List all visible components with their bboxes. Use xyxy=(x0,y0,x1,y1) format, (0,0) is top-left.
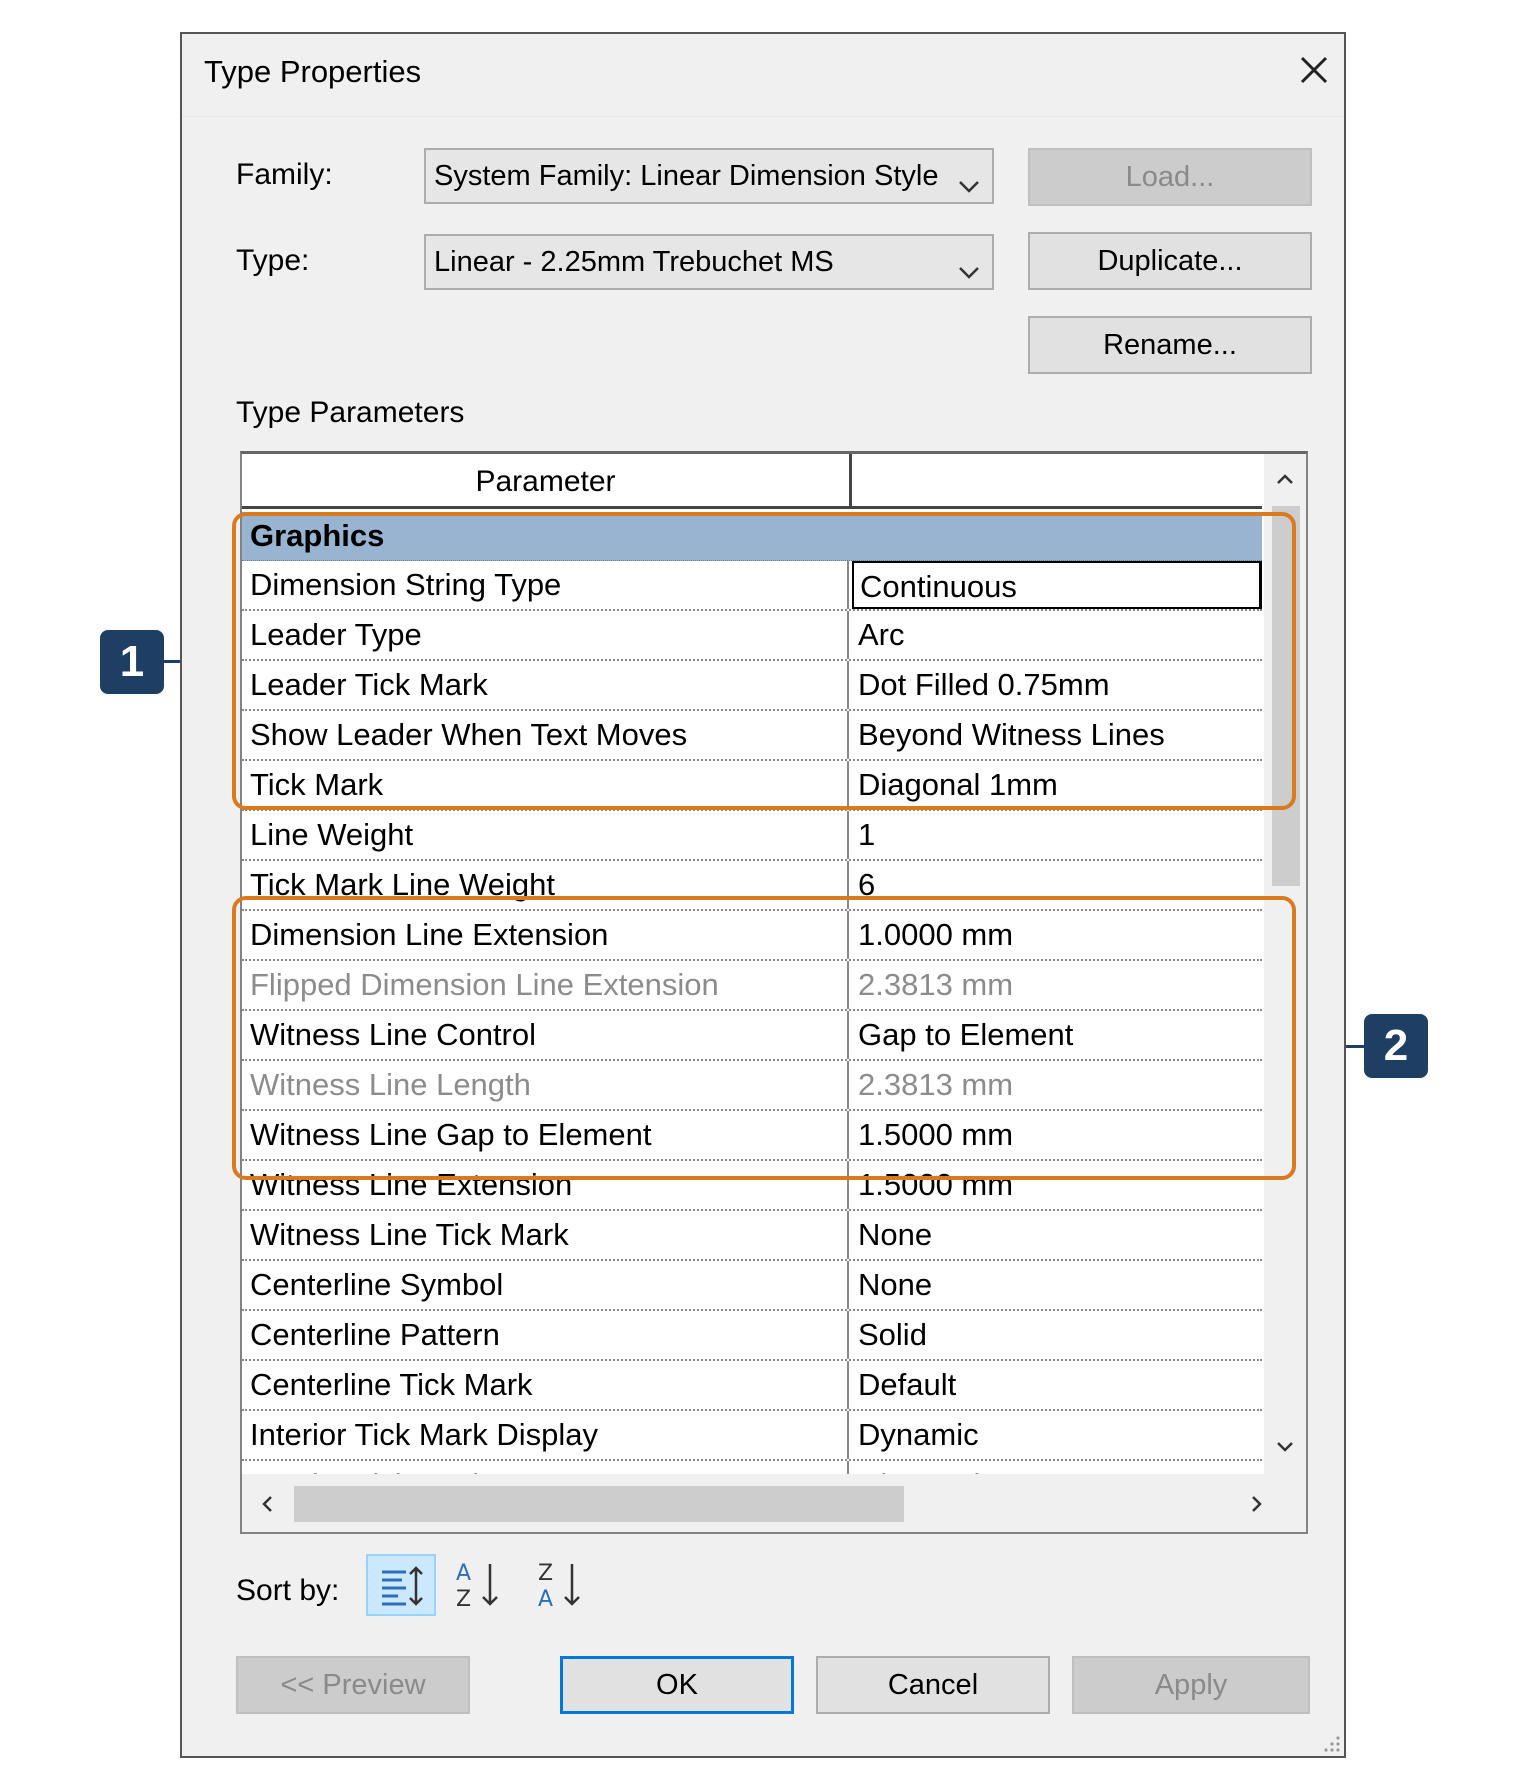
param-name: Leader Tick Mark xyxy=(242,661,849,709)
table-row[interactable] xyxy=(242,1411,1262,1461)
param-value[interactable]: Arc xyxy=(858,617,905,652)
svg-text:A: A xyxy=(538,1587,554,1612)
table-row[interactable] xyxy=(242,1211,1262,1261)
param-name: Line Weight xyxy=(242,811,849,859)
param-value[interactable]: 6 xyxy=(858,867,876,902)
param-value[interactable]: 1 xyxy=(858,817,876,852)
type-dropdown[interactable] xyxy=(424,234,994,290)
param-name: Interior Tick Mark Display xyxy=(242,1411,849,1459)
horizontal-scroll-thumb[interactable] xyxy=(294,1486,904,1522)
rename-button[interactable]: Rename... xyxy=(1028,316,1312,374)
grid-header xyxy=(242,454,1262,509)
sort-descending-icon[interactable] xyxy=(528,1554,598,1616)
chevron-down-icon xyxy=(956,164,982,190)
cancel-button[interactable]: Cancel xyxy=(816,1656,1050,1714)
title-divider xyxy=(182,116,1344,117)
svg-text:Z: Z xyxy=(538,1561,554,1586)
table-row[interactable] xyxy=(242,811,1262,861)
param-name: Flipped Dimension Line Extension xyxy=(242,961,849,1009)
sort-by-label: Sort by: xyxy=(236,1574,340,1607)
callout-2-badge: 2 xyxy=(1364,1014,1428,1078)
dialog-title: Type Properties xyxy=(204,54,422,89)
param-name: Dimension Line Extension xyxy=(242,911,849,959)
param-value[interactable]: Solid xyxy=(858,1317,927,1352)
param-value[interactable]: 1.5000 mm xyxy=(858,1117,1014,1152)
param-name: Witness Line Control xyxy=(242,1011,849,1059)
param-value[interactable]: None xyxy=(858,1267,933,1302)
param-value[interactable]: Gap to Element xyxy=(858,1017,1074,1052)
apply-button[interactable]: Apply xyxy=(1072,1656,1310,1714)
callout-1-badge: 1 xyxy=(100,630,164,694)
family-dropdown[interactable] xyxy=(424,148,994,204)
param-name: Witness Line Length xyxy=(242,1061,849,1109)
family-label: Family: xyxy=(236,158,333,191)
type-label: Type: xyxy=(236,244,310,277)
param-name: Witness Line Extension xyxy=(242,1161,849,1209)
svg-text:Z: Z xyxy=(456,1587,472,1612)
load-button[interactable]: Load... xyxy=(1028,148,1312,206)
highlight-box-2 xyxy=(232,896,1296,1180)
type-properties-dialog xyxy=(180,32,1346,1758)
sort-grouped-icon[interactable] xyxy=(366,1554,436,1616)
param-name: Witness Line Tick Mark xyxy=(242,1211,849,1259)
param-value[interactable]: Default xyxy=(858,1367,957,1402)
resize-grip-icon[interactable] xyxy=(1318,1730,1342,1754)
param-value: 2.3813 mm xyxy=(858,1067,1014,1102)
ok-button[interactable]: OK xyxy=(560,1656,794,1714)
param-value: 2.3813 mm xyxy=(858,967,1014,1002)
param-value[interactable]: 1.0000 mm xyxy=(858,917,1014,952)
family-dropdown-value: System Family: Linear Dimension Style xyxy=(434,160,939,192)
param-name: Tick Mark xyxy=(242,761,849,809)
highlight-box-1 xyxy=(232,512,1296,810)
scroll-up-icon[interactable] xyxy=(1270,464,1300,494)
param-name: Dimension String Type xyxy=(242,561,849,609)
preview-button[interactable]: << Preview xyxy=(236,1656,470,1714)
param-value[interactable]: Beyond Witness Lines xyxy=(858,717,1165,752)
param-name: Centerline Symbol xyxy=(242,1261,849,1309)
header-value[interactable] xyxy=(852,454,1262,509)
header-parameter[interactable]: Parameter xyxy=(242,454,852,509)
param-value[interactable]: 1.5000 mm xyxy=(858,1167,1014,1202)
type-dropdown-value: Linear - 2.25mm Trebuchet MS xyxy=(434,246,834,278)
svg-text:A: A xyxy=(456,1561,472,1586)
param-name: Centerline Tick Mark xyxy=(242,1361,849,1409)
param-name: Tick Mark Line Weight xyxy=(242,861,849,909)
param-value[interactable]: Dot Filled 0.75mm xyxy=(858,667,1110,702)
horizontal-scrollbar[interactable] xyxy=(242,1474,1306,1534)
scroll-left-icon[interactable] xyxy=(252,1489,282,1519)
param-name: Centerline Pattern xyxy=(242,1311,849,1359)
param-value-selected[interactable]: Continuous xyxy=(852,561,1262,609)
param-name: Show Leader When Text Moves xyxy=(242,711,849,759)
close-icon[interactable] xyxy=(1290,46,1338,94)
sort-ascending-icon[interactable] xyxy=(446,1554,516,1616)
param-value[interactable]: Dynamic xyxy=(858,1417,979,1452)
table-row[interactable] xyxy=(242,1311,1262,1361)
param-value[interactable]: None xyxy=(858,1217,933,1252)
chevron-down-icon xyxy=(956,250,982,276)
table-row[interactable] xyxy=(242,1361,1262,1411)
scroll-right-icon[interactable] xyxy=(1242,1489,1272,1519)
group-graphics[interactable]: Graphics xyxy=(242,512,1262,561)
param-value[interactable]: Diagonal 1mm xyxy=(858,767,1058,802)
type-parameters-label: Type Parameters xyxy=(236,396,465,429)
table-row[interactable] xyxy=(242,1261,1262,1311)
duplicate-button[interactable]: Duplicate... xyxy=(1028,232,1312,290)
scroll-down-icon[interactable] xyxy=(1270,1432,1300,1462)
param-name: Witness Line Gap to Element xyxy=(242,1111,849,1159)
param-name: Leader Type xyxy=(242,611,849,659)
